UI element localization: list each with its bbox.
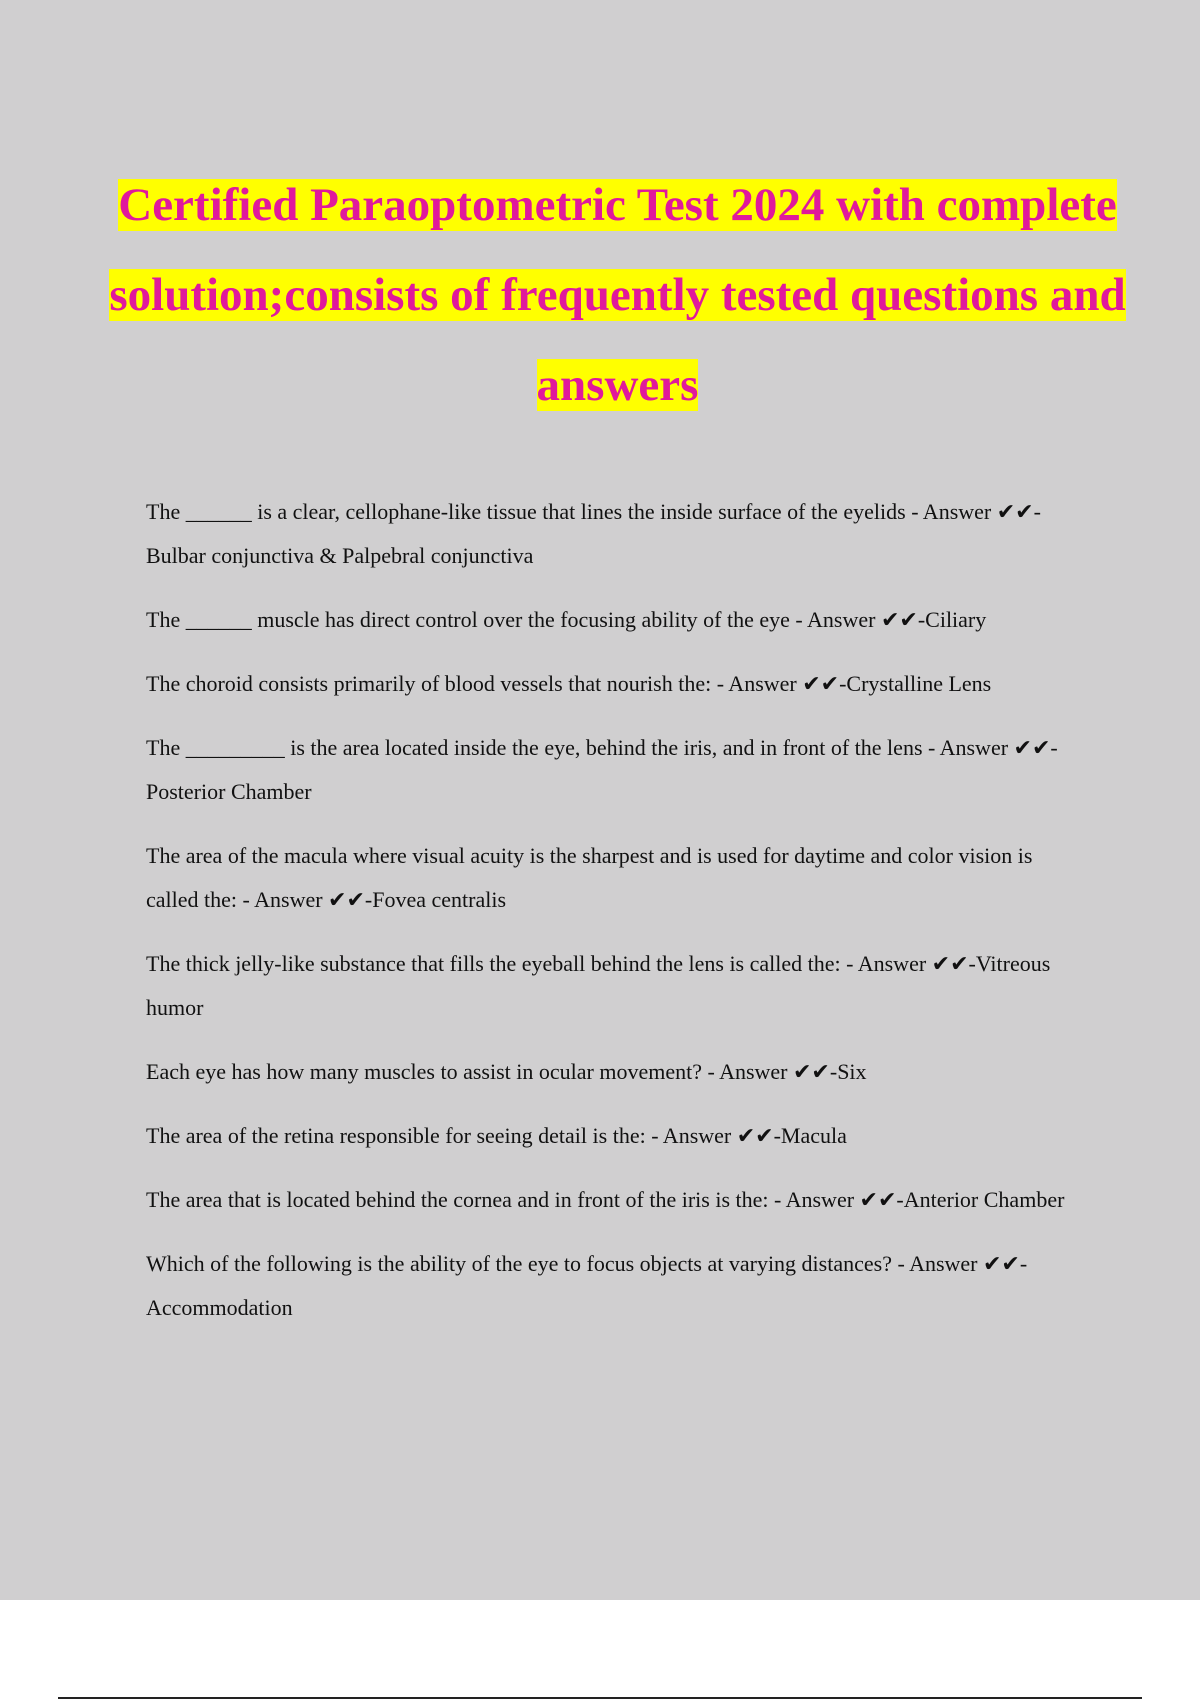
document-title: [100, 160, 1135, 430]
qa-item: The area that is located behind the cornea and in front of the iris is the: - Answer ✔✔-Anterior Chamber: [146, 1187, 1065, 1212]
qa-item: The ______ muscle has direct control over the focusing ability of the eye - Answer ✔✔-Ciliary: [146, 607, 987, 632]
qa-item: The _________ is the area located inside the eye, behind the iris, and in front of the lens - Answer ✔✔-Posterior Chamber: [146, 735, 1058, 804]
footer-divider: [58, 1697, 1142, 1699]
qa-item: Each eye has how many muscles to assist in ocular movement? - Answer ✔✔-Six: [146, 1059, 867, 1084]
qa-item: The thick jelly-like substance that fills the eyeball behind the lens is called the: - Answer ✔✔-Vitreous humor: [146, 951, 1051, 1020]
qa-item: The area of the retina responsible for seeing detail is the: - Answer ✔✔-Macula: [146, 1123, 847, 1148]
document-title-text: Certified Paraoptometric Test 2024 with complete solution;consists of frequently tested questions and answers: [109, 179, 1126, 411]
qa-item: The area of the macula where visual acuity is the sharpest and is used for daytime and color vision is called the: - Answer ✔✔-Fovea centralis: [146, 843, 1033, 912]
qa-item: The ______ is a clear, cellophane-like tissue that lines the inside surface of the eyelids - Answer ✔✔-Bulbar conjunctiva & Palpebral conjunctiva: [146, 499, 1041, 568]
qa-item: Which of the following is the ability of the eye to focus objects at varying distances? - Answer ✔✔-Accommodation: [146, 1251, 1028, 1320]
qa-item: The choroid consists primarily of blood vessels that nourish the: - Answer ✔✔-Crystalline Lens: [146, 671, 992, 696]
question-answer-list: [146, 490, 1086, 1350]
